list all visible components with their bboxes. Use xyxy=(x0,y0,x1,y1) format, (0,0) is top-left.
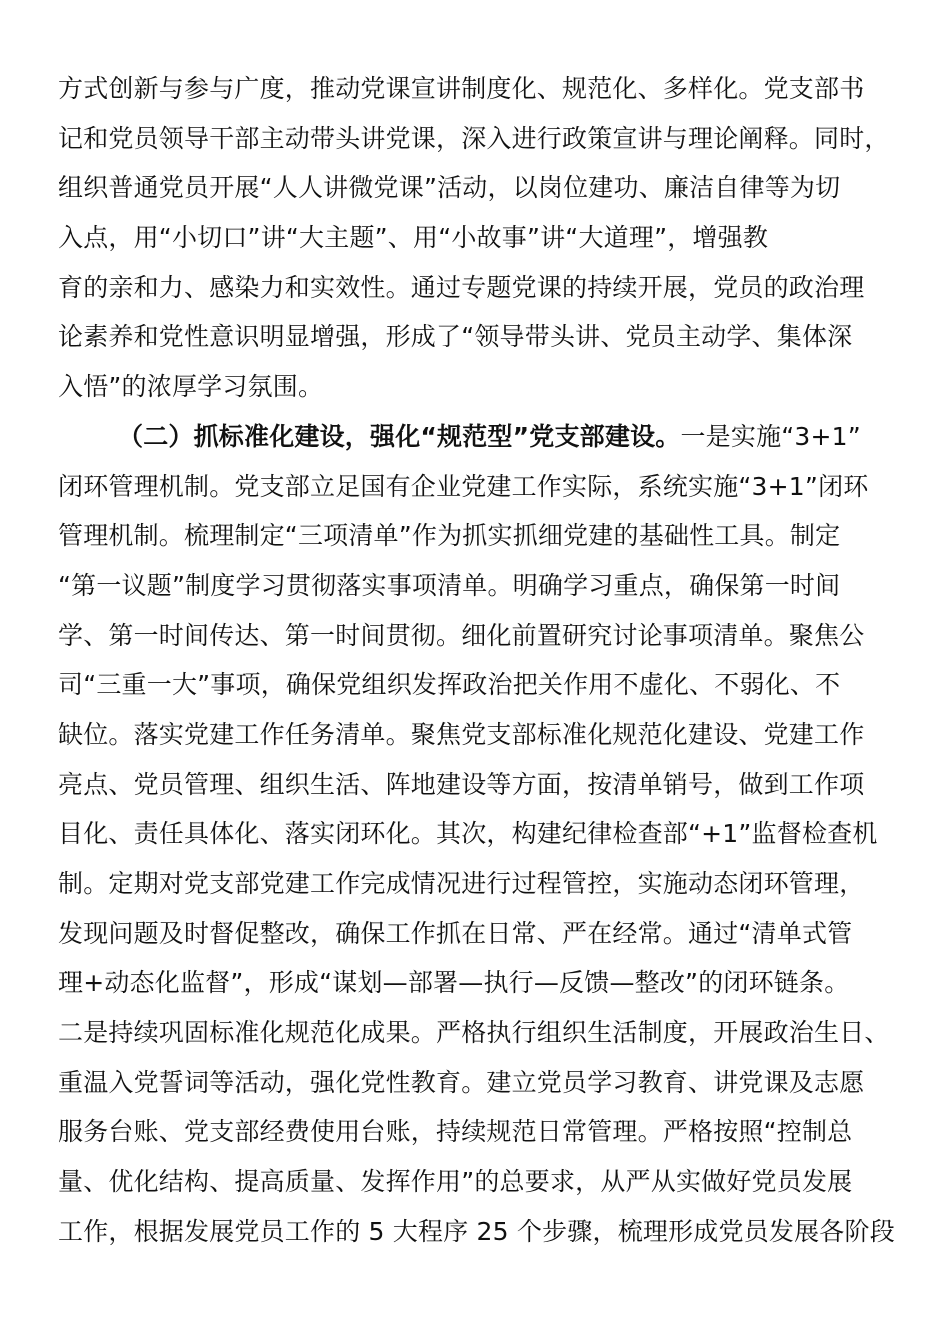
text-line: “第一议题”制度学习贯彻落实事项清单。明确学习重点，确保第一时间 xyxy=(58,570,841,600)
text-line: 学、第一时间传达、第一时间贯彻。细化前置研究讨论事项清单。聚焦公 xyxy=(58,620,865,650)
section-2 xyxy=(58,412,898,1257)
text-line: 重温入党誓词等活动，强化党性教育。建立党员学习教育、讲党课及志愿 xyxy=(58,1067,865,1097)
text-line: 二是持续巩固标准化规范化成果。严格执行组织生活制度，开展政治生日、 xyxy=(58,1018,890,1048)
text-line: 入悟”的浓厚学习氛围。 xyxy=(58,372,324,402)
text-line: 发现问题及时督促整改，确保工作抓在日常、严在经常。通过“清单式管 xyxy=(58,918,853,948)
section-heading: （二）抓标准化建设，强化“规范型”党支部建设。 xyxy=(118,421,681,451)
text-line: 服务台账、党支部经费使用台账，持续规范日常管理。严格按照“控制总 xyxy=(58,1117,853,1147)
text-run: 一是实施“3+1” xyxy=(680,421,861,451)
text-line: 量、优化结构、提高质量、发挥作用”的总要求，从严从实做好党员发展 xyxy=(58,1167,853,1197)
text-line: 论素养和党性意识明显增强，形成了“领导带头讲、党员主动学、集体深 xyxy=(58,322,853,352)
section-2-first-line xyxy=(58,412,898,462)
text-line: 组织普通党员开展“人人讲微党课”活动，以岗位建功、廉洁自律等为切 xyxy=(58,173,841,203)
paragraph-1 xyxy=(58,64,898,412)
text-line: 入点，用“小切口”讲“大主题”、用“小故事”讲“大道理”，增强教 xyxy=(58,223,769,253)
text-line: 亮点、党员管理、组织生活、阵地建设等方面，按清单销号，做到工作项 xyxy=(58,769,865,799)
text-line: 缺位。落实党建工作任务清单。聚焦党支部标准化规范化建设、党建工作 xyxy=(58,719,865,749)
text-line: 制。定期对党支部党建工作完成情况进行过程管控，实施动态闭环管理， xyxy=(58,869,865,898)
document-body xyxy=(58,64,898,1257)
text-line: 方式创新与参与广度，推动党课宣讲制度化、规范化、多样化。党支部书 xyxy=(58,74,865,103)
text-line: 司“三重一大”事项，确保党组织发挥政治把关作用不虚化、不弱化、不 xyxy=(58,670,841,700)
text-line: 工作，根据发展党员工作的 5 大程序 25 个步骤，梳理形成党员发展各阶段 xyxy=(58,1216,895,1246)
text-line: 闭环管理机制。党支部立足国有企业党建工作实际，系统实施“3+1”闭环 xyxy=(58,471,869,501)
text-line: 管理机制。梳理制定“三项清单”作为抓实抓细党建的基础性工具。制定 xyxy=(58,521,841,551)
text-line: 理+动态化监督”，形成“谋划—部署—执行—反馈—整改”的闭环链条。 xyxy=(58,968,850,998)
text-line: 育的亲和力、感染力和实效性。通过专题党课的持续开展，党员的政治理 xyxy=(58,272,865,302)
text-line: 记和党员领导干部主动带头讲党课，深入进行政策宣讲与理论阐释。同时， xyxy=(58,123,890,153)
text-line: 目化、责任具体化、落实闭环化。其次，构建纪律检查部“+1”监督检查机 xyxy=(58,819,878,849)
